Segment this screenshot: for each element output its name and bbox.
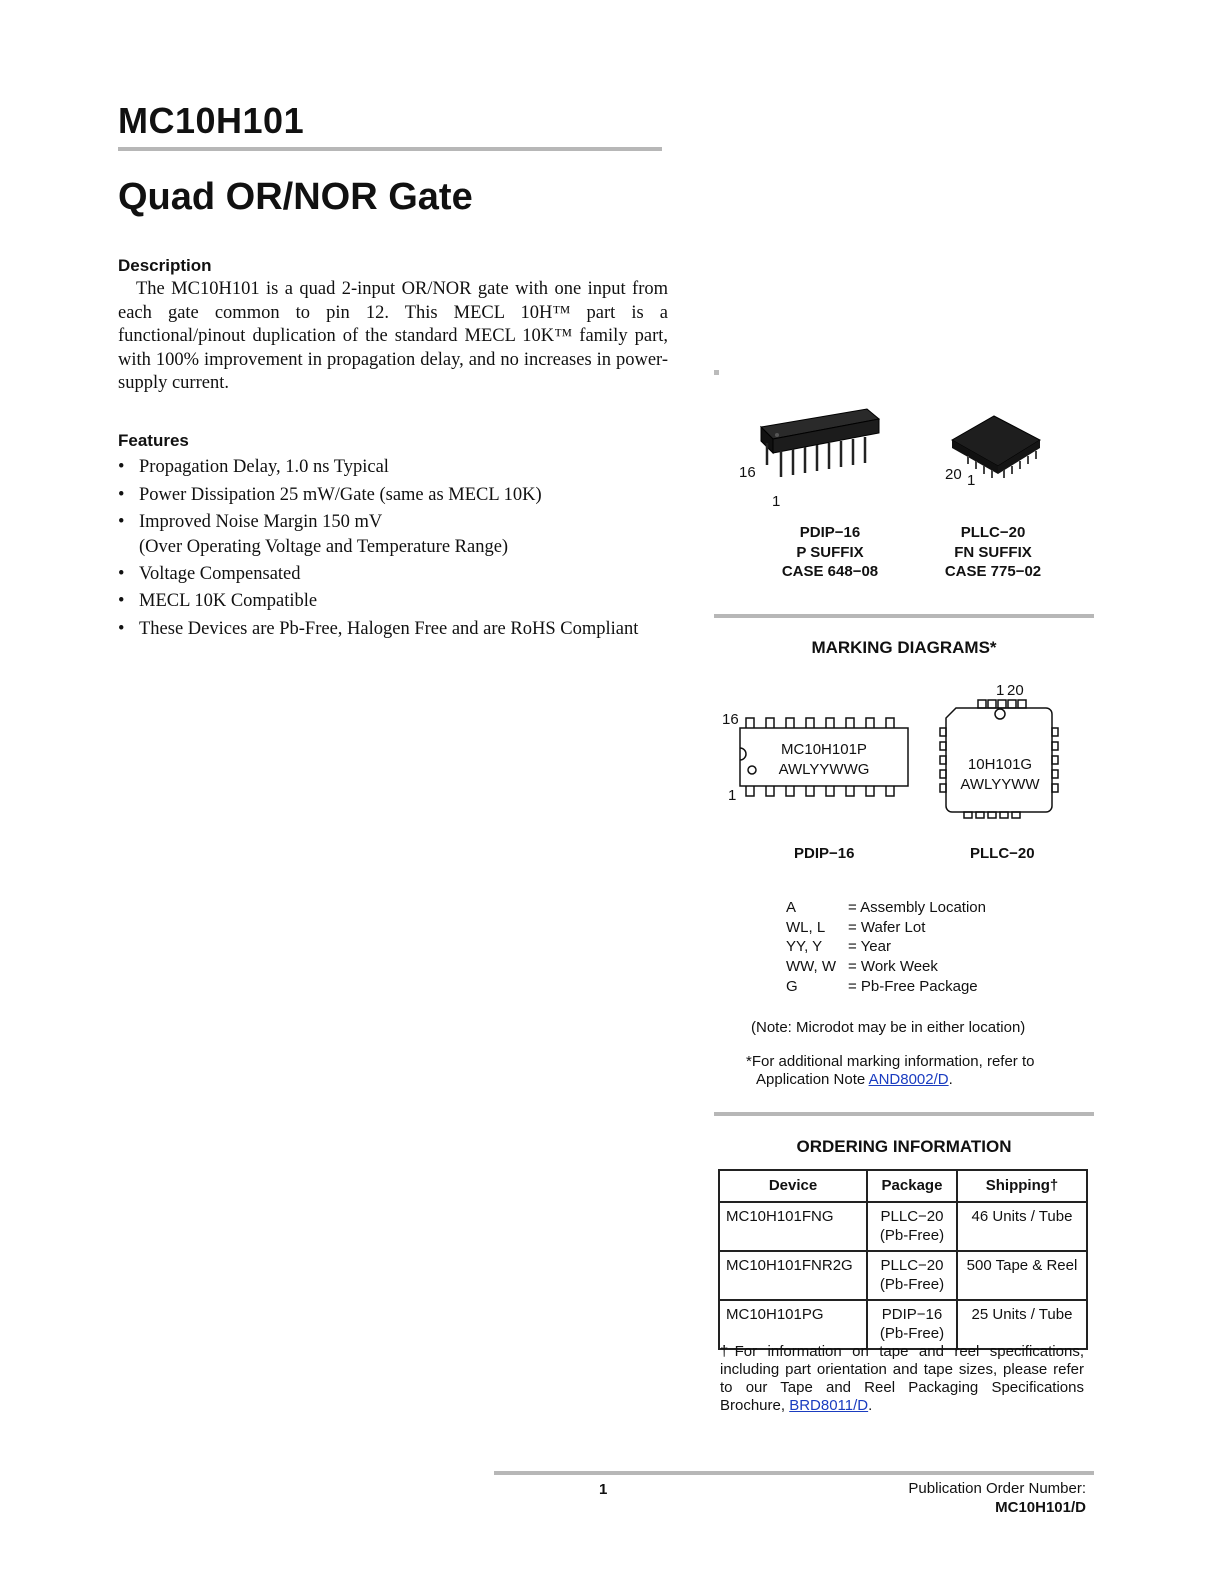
feature-item: • MECL 10K Compatible [118, 588, 698, 616]
feature-item: • Propagation Delay, 1.0 ns Typical [118, 454, 698, 482]
pllc-package-label: PLLC−20 FN SUFFIX CASE 775−02 [944, 524, 1042, 580]
legend-row: G = Pb-Free Package [786, 977, 978, 995]
bullet-icon: • [118, 563, 125, 584]
marking-legend [786, 898, 986, 997]
pdip-marking-pin-16: 16 [722, 711, 739, 728]
column-header-package: Package [867, 1170, 957, 1202]
marking-diagrams-title: MARKING DIAGRAMS* [811, 638, 997, 657]
device-cell: MC10H101FNR2G [719, 1251, 867, 1300]
marker-dot [714, 370, 719, 375]
pllc-marking-label: PLLC−20 [970, 845, 1035, 862]
shipping-cell: 25 Units / Tube [957, 1300, 1087, 1349]
bullet-icon: • [118, 484, 125, 505]
package-cell: PDIP−16 (Pb-Free) [867, 1300, 957, 1349]
shipping-cell: 500 Tape & Reel [957, 1251, 1087, 1300]
footer-divider [494, 1471, 1094, 1475]
page-number: 1 [599, 1481, 608, 1498]
document-title: Quad OR/NOR Gate [118, 176, 473, 218]
pllc-pin-1: 1 [967, 472, 976, 489]
app-note-line: Application Note AND8002/D. [756, 1071, 953, 1088]
column-header-device: Device [719, 1170, 867, 1202]
pllc-marking-text: 10H101G AWLYYWW [960, 756, 1040, 793]
pllc-bottom-pins [964, 812, 1020, 818]
pdip-pin-1: 1 [772, 493, 781, 510]
features-heading: Features [118, 431, 189, 450]
bullet-icon: • [118, 457, 125, 477]
pllc-top-pins [978, 700, 1026, 708]
microdot-note: (Note: Microdot may be in either location) [751, 1019, 1026, 1036]
device-cell: MC10H101PG [719, 1300, 867, 1349]
feature-item: • Power Dissipation 25 mW/Gate (same as MECL 10K) [118, 482, 698, 510]
app-note-link[interactable]: AND8002/D [868, 1071, 949, 1088]
part-number: MC10H101 [118, 100, 305, 141]
shipping-cell: 46 Units / Tube [957, 1202, 1087, 1251]
package-cell: PLLC−20 (Pb-Free) [867, 1202, 957, 1251]
tape-reel-footnote: †For information on tape and reel specifications, including part orientation and tape sizes, please refer to our Tape and Reel Packaging Specifications Brochure, BRD8011/D. [720, 1343, 1084, 1414]
pllc-pin-20: 20 [945, 466, 962, 483]
legend-row: A = Assembly Location [786, 899, 986, 916]
pdip-package-image [755, 405, 885, 495]
section-divider [714, 1112, 1094, 1116]
table-row [719, 1202, 1087, 1251]
bullet-icon: • [118, 618, 125, 639]
section-divider [714, 614, 1094, 618]
table-row [719, 1300, 1087, 1349]
publication-order-label: Publication Order Number: [908, 1480, 1086, 1497]
pdip-bottom-pins [746, 786, 894, 796]
feature-item: • These Devices are Pb-Free, Halogen Free and are RoHS Compliant [118, 616, 698, 644]
ordering-table [718, 1169, 1088, 1350]
feature-item: • Improved Noise Margin 150 mV (Over Operating Voltage and Temperature Range) [118, 509, 698, 559]
column-header-shipping: Shipping† [957, 1170, 1087, 1202]
legend-row: YY, Y = Year [786, 938, 891, 956]
additional-marking-note: *For additional marking information, refer to [746, 1053, 1035, 1070]
legend-row: WL, L = Wafer Lot [786, 918, 926, 936]
features-list [118, 454, 698, 643]
pdip-top-pins [746, 718, 894, 728]
pllc-marking-pin-20: 20 [1007, 682, 1024, 699]
package-cell: PLLC−20 (Pb-Free) [867, 1251, 957, 1300]
pdip-marking-pin-1: 1 [728, 787, 737, 804]
bullet-icon: • [118, 591, 125, 611]
feature-item: • Voltage Compensated [118, 561, 698, 589]
table-header-row [719, 1170, 1087, 1202]
pdip-marking-text: MC10H101P AWLYYWWG [778, 741, 870, 778]
pdip-package-label: PDIP−16 P SUFFIX CASE 648−08 [781, 524, 879, 580]
pdip-marking-label: PDIP−16 [794, 845, 855, 862]
title-divider [118, 147, 662, 151]
pllc-marking-pin-1: 1 [996, 682, 1005, 699]
legend-row: WW, W = Work Week [786, 958, 938, 976]
description-body: The MC10H101 is a quad 2-input OR/NOR gate with one input from each gate common to pin 12. This MECL 10H™ part is a functional/pinout duplication of the standard MECL 10K™ family part, with 100% improvement in propagation delay, and no increases in power-supply current. [118, 279, 668, 394]
description-heading: Description [118, 256, 212, 275]
bullet-icon: • [118, 512, 125, 532]
table-row [719, 1251, 1087, 1300]
pllc-left-pins [940, 728, 946, 792]
pdip-pin-16: 16 [739, 464, 756, 481]
ordering-information-title: ORDERING INFORMATION [796, 1137, 1012, 1156]
feature-subtext: (Over Operating Voltage and Temperature Range) [139, 536, 509, 557]
brochure-link[interactable]: BRD8011/D [789, 1397, 869, 1414]
pllc-right-pins [1052, 728, 1058, 792]
publication-order-number: MC10H101/D [995, 1499, 1086, 1516]
device-cell: MC10H101FNG [719, 1202, 867, 1251]
pllc-package-image [948, 412, 1048, 482]
